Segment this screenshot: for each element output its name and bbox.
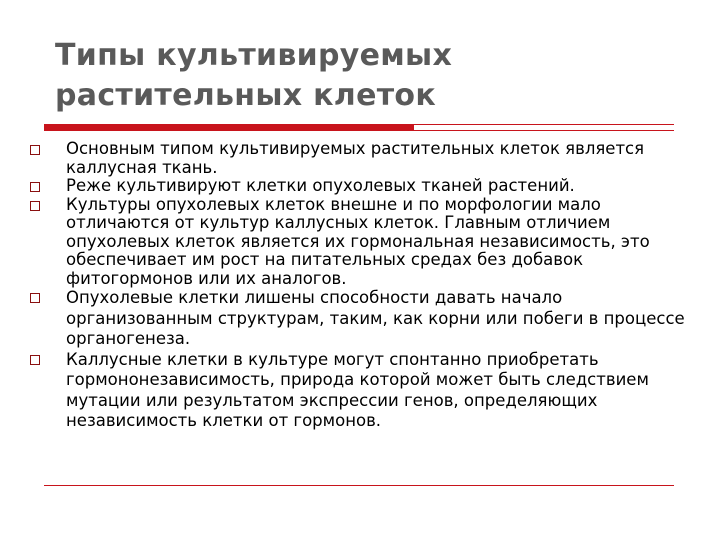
bullet-list: [30, 140, 702, 432]
slide-title: Типы культивируемых растительных клеток: [55, 38, 453, 113]
square-outline-icon: [30, 145, 40, 155]
bullet-text: Каллусные клетки в культуре могут спонтанно приобретать гормононезависимость, природа которой может быть следствием мутации или результатом экспрессии генов, определяющих независимость клетки от гормонов.: [66, 349, 649, 430]
bullet-text: Основным типом культивируемых растительных клеток является каллусная ткань.: [66, 139, 645, 177]
list-item: [30, 196, 702, 289]
square-outline-icon: [30, 293, 40, 303]
bullet-text: Реже культивируют клетки опухолевых тканей растений.: [66, 176, 575, 195]
bullet-text: Опухолевые клетки лишены способности давать начало организованным структурам, таким, как корни или побеги в процессе органогенеза.: [66, 288, 685, 348]
square-outline-icon: [30, 182, 40, 192]
list-item: [30, 288, 702, 350]
bullet-text: Культуры опухолевых клеток внешне и по морфологии мало отличаются от культур каллусных клеток. Главным отличием опухолевых клеток является их гормональная независимость, это обеспечивает им рост на питательных средах без добавок фитогормонов или их аналогов.: [66, 194, 650, 288]
list-item: [30, 177, 702, 196]
list-item: [30, 140, 702, 177]
list-item: [30, 350, 702, 432]
square-outline-icon: [30, 355, 40, 365]
footer-divider: [44, 485, 674, 486]
square-outline-icon: [30, 201, 40, 211]
title-accent-bar: [44, 124, 414, 131]
